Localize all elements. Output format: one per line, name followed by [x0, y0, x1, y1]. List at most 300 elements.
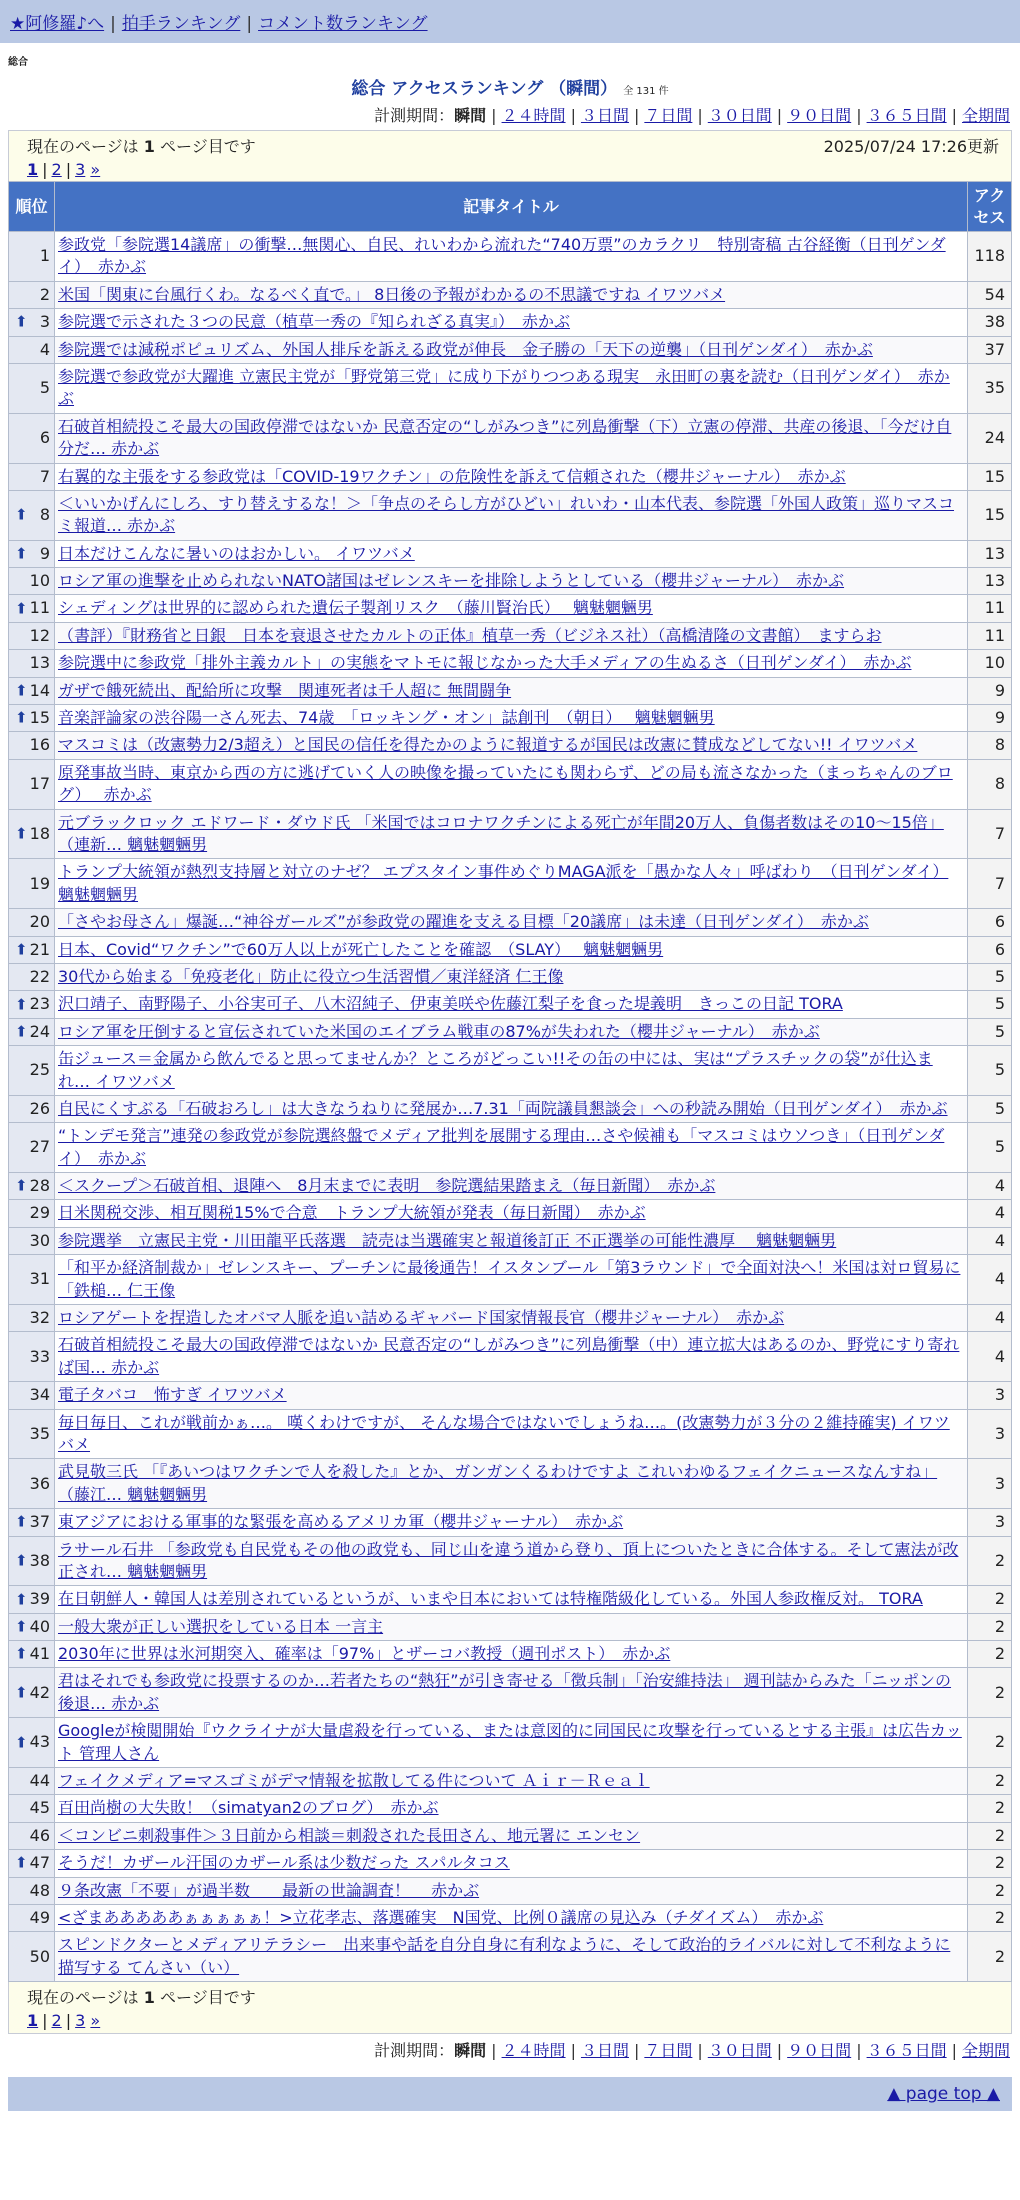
period-link[interactable]: ３６５日間	[866, 2041, 947, 2061]
article-link[interactable]: 日本、Covid“ワクチン”で60万人以上が死亡したことを確認 （SLAY） 魑魅魍魎男	[58, 939, 664, 959]
title-cell	[55, 1200, 968, 1227]
rank-number: 42	[29, 1682, 50, 1702]
nav-separator: |	[110, 14, 116, 34]
access-count: 4	[968, 1227, 1012, 1254]
period-separator: |	[951, 106, 957, 125]
article-link[interactable]: 参院選挙 立憲民主党・川田龍平氏落選 読売は当選確実と報道後訂正 不正選挙の可能性濃厚 魑魅魍魎男	[58, 1230, 837, 1250]
access-count: 35	[968, 363, 1012, 413]
rank-up-arrow-icon: ⬆	[15, 1590, 28, 1608]
article-link[interactable]: ガザで餓死続出、配給所に攻撃 関連死者は千人超に 無間闘争	[58, 680, 512, 700]
table-row	[9, 1768, 1012, 1795]
rank-number: 9	[39, 543, 50, 563]
period-link[interactable]: 全期間	[961, 2041, 1010, 2061]
rank-cell	[9, 1123, 55, 1173]
period-link[interactable]: ３０日間	[707, 2041, 772, 2061]
period-selector	[0, 99, 1020, 130]
article-link[interactable]: ＜いいかげんにしろ、すり替えするな！＞「争点のそらし方がひどい」れいわ・山本代表、参院選「外国人政策」巡りマスコミ報道… 赤かぶ	[58, 493, 955, 536]
table-row	[9, 1255, 1012, 1305]
access-count: 2	[968, 1586, 1012, 1613]
access-header: アクセス	[968, 182, 1012, 232]
access-count: 3	[968, 1409, 1012, 1459]
rank-number: 46	[29, 1825, 50, 1845]
rank-number: 10	[29, 571, 50, 591]
rank-number: 12	[29, 625, 50, 645]
access-count: 7	[968, 809, 1012, 859]
period-link[interactable]: ２４時間	[501, 2041, 566, 2061]
rank-cell	[9, 595, 55, 622]
pagination: 1 | 2 | 3 »	[27, 2011, 101, 2031]
title-cell	[55, 1768, 968, 1795]
title-cell	[55, 759, 968, 809]
table-row	[9, 677, 1012, 704]
rank-number: 13	[29, 653, 50, 673]
table-row	[9, 650, 1012, 677]
article-link[interactable]: 一般大衆が正しい選択をしている日本 一言主	[58, 1616, 384, 1636]
rank-number: 31	[29, 1269, 50, 1289]
table-row	[9, 1795, 1012, 1822]
access-count: 11	[968, 622, 1012, 649]
rank-cell	[9, 705, 55, 732]
title-cell	[55, 540, 968, 567]
access-count: 2	[968, 1877, 1012, 1904]
rank-cell	[9, 463, 55, 490]
rank-number: 30	[29, 1230, 50, 1250]
rank-number: 49	[29, 1908, 50, 1927]
rank-up-arrow-icon: ⬆	[15, 1551, 28, 1570]
period-link[interactable]: ３日間	[580, 106, 629, 125]
title-cell	[55, 1046, 968, 1096]
period-separator: |	[633, 106, 640, 125]
table-row	[9, 490, 1012, 540]
article-link[interactable]: 電子タバコ 怖すぎ イワツバメ	[58, 1385, 287, 1405]
clap-ranking-link[interactable]: 拍手ランキング	[121, 14, 241, 34]
rank-cell	[9, 1822, 55, 1849]
period-separator: |	[856, 2041, 862, 2061]
access-count: 2	[968, 1613, 1012, 1640]
rank-number: 33	[29, 1346, 50, 1366]
rank-cell	[9, 650, 55, 677]
rank-number: 4	[39, 339, 50, 359]
rank-number: 29	[29, 1203, 50, 1223]
table-row	[9, 281, 1012, 308]
title-cell	[55, 859, 968, 909]
rank-number: 50	[29, 1946, 50, 1966]
rank-number: 25	[29, 1060, 50, 1080]
article-link[interactable]: 2030年に世界は氷河期突入、確率は「97%」とザーコバ教授（週刊ポスト） 赤かぶ	[58, 1644, 671, 1664]
rank-number: 39	[29, 1589, 50, 1609]
period-link[interactable]: ９０日間	[787, 2041, 852, 2061]
rank-number: 27	[29, 1137, 50, 1157]
title-cell	[55, 991, 968, 1018]
period-link[interactable]: ３０日間	[707, 106, 772, 125]
table-row	[9, 1877, 1012, 1904]
rank-up-arrow-icon: ⬆	[15, 824, 28, 843]
rank-up-arrow-icon: ⬆	[15, 599, 28, 618]
page-link-2[interactable]: 2	[51, 160, 62, 179]
page-link-1[interactable]: 1	[27, 160, 39, 179]
next-page-link[interactable]: »	[90, 2011, 101, 2031]
rank-number: 17	[29, 774, 50, 793]
title-cell	[55, 1718, 968, 1768]
rank-cell	[9, 1095, 55, 1122]
title-cell	[55, 1795, 968, 1822]
article-link[interactable]: “トンデモ発言”連発の参政党が参院選終盤でメディア批判を展開する理由…さや候補も「マスコミはウソつき」（日刊ゲンダイ） 赤かぶ	[58, 1126, 945, 1168]
access-count: 2	[968, 1822, 1012, 1849]
article-link[interactable]: 武見敬三氏 「『あいつはワクチンで人を殺した』とか、ガンガンくるわけですよ これいわゆるフェイクニュースなんすね」 （藤江… 魑魅魍魎男	[58, 1462, 938, 1504]
rank-cell	[9, 1613, 55, 1640]
rank-number: 20	[29, 912, 50, 932]
table-row	[9, 232, 1012, 282]
article-link[interactable]: 東アジアにおける軍事的な緊張を高めるアメリカ軍（櫻井ジャーナル） 赤かぶ	[58, 1512, 624, 1532]
access-count: 10	[968, 650, 1012, 677]
rank-number: 34	[29, 1385, 50, 1405]
page-link-2[interactable]: 2	[51, 2011, 62, 2031]
rank-number: 32	[29, 1308, 50, 1328]
rank-cell	[9, 309, 55, 336]
table-row	[9, 1932, 1012, 1982]
article-link[interactable]: （書評）『財務省と日銀 日本を衰退させたカルトの正体』植草一秀（ビジネス社）（高橋清隆の文書館） ますらお	[58, 625, 882, 645]
period-link[interactable]: ３６５日間	[866, 106, 947, 125]
access-count: 2	[968, 1795, 1012, 1822]
rank-cell	[9, 936, 55, 963]
rank-cell	[9, 1718, 55, 1768]
rank-number: 6	[39, 427, 50, 447]
table-row	[9, 1018, 1012, 1045]
access-count: 13	[968, 540, 1012, 567]
article-link[interactable]: そうだ！カザール汗国のカザール系は少数だった スパルタコス	[58, 1853, 510, 1873]
article-link[interactable]: 参院選中に参政党「排外主義カルト」の実態をマトモに報じなかった大手メディアの生ぬるさ（日刊ゲンダイ） 赤かぶ	[58, 653, 912, 673]
article-link[interactable]: 参院選で示された３つの民意（植草一秀の『知られざる真実』） 赤かぶ	[58, 312, 571, 332]
article-link[interactable]: フェイクメディア=マスゴミがデマ情報を拡散してる件について Ａｉｒ－Ｒｅａｌ	[58, 1771, 650, 1791]
article-link[interactable]: 自民にくすぶる「石破おろし」は大きなうねりに発展か…7.31「両院議員懇談会」への秒読み開始（日刊ゲンダイ） 赤かぶ	[58, 1098, 948, 1118]
pagination: 1 | 2 | 3 »	[27, 160, 101, 179]
rank-cell	[9, 1255, 55, 1305]
rank-cell	[9, 1850, 55, 1877]
rank-number: 35	[29, 1423, 50, 1443]
article-link[interactable]: 参院選では減税ポピュリズム、外国人排斥を訴える政党が伸長 金子勝の「天下の逆襲」（日刊ゲンダイ） 赤かぶ	[58, 339, 873, 359]
article-link[interactable]: 毎日毎日、これが戦前かぁ…。 嘆くわけですが、 そんな場合ではないでしょうね…。(改憲勢力が３分の２維持確実) イワツバメ	[58, 1412, 950, 1454]
title-cell	[55, 1668, 968, 1718]
rank-number: 26	[29, 1098, 50, 1118]
rank-number: 21	[29, 939, 50, 959]
article-link[interactable]: 米国「関東に台風行くわ。なるべく直で。」 8日後の予報がわかるの不思議ですね イワツバメ	[58, 284, 726, 304]
period-link[interactable]: ９０日間	[787, 106, 852, 125]
page-link-3[interactable]: 3	[75, 160, 86, 179]
article-link[interactable]: 百田尚樹の大失敗！（simatyan2のブログ） 赤かぶ	[58, 1798, 439, 1818]
pager-top	[8, 130, 1012, 181]
rank-cell	[9, 1795, 55, 1822]
page-title-block	[0, 74, 1020, 99]
article-link[interactable]: 在日朝鮮人・韓国人は差別されているというが、いまや日本においては特権階級化している。外国人参政権反対。 TORA	[58, 1589, 923, 1609]
rank-up-arrow-icon: ⬆	[15, 544, 28, 563]
article-link[interactable]: 30代から始まる「免疫老化」防止に役立つ生活習慣／東洋経済 仁王像	[58, 966, 564, 986]
title-cell	[55, 1227, 968, 1254]
article-link[interactable]: Googleが検閲開始『ウクライナが大量虐殺を行っている、または意図的に同国民に攻撃を行っているとする主張』は広告カット 管理人さん	[58, 1721, 962, 1763]
rank-cell	[9, 1332, 55, 1382]
table-row	[9, 1718, 1012, 1768]
access-count: 9	[968, 705, 1012, 732]
title-cell	[55, 1641, 968, 1668]
comment-ranking-link[interactable]: コメント数ランキング	[258, 14, 428, 34]
period-separator: |	[776, 2041, 783, 2061]
rank-cell	[9, 991, 55, 1018]
article-link[interactable]: 石破首相続投こそ最大の国政停滞ではないか 民意否定の“しがみつき”に列島衝撃（下）立憲の停滞、共産の後退、「今だけ自分だ… 赤かぶ	[58, 416, 952, 459]
rank-up-arrow-icon: ⬆	[15, 995, 28, 1014]
rank-cell	[9, 859, 55, 909]
rank-cell	[9, 963, 55, 990]
article-link[interactable]: トランプ大統領が熱烈支持層と対立のナゼ？ エプスタイン事件めぐりMAGA派を「愚かな人々」呼ばわり （日刊ゲンダイ） 魑魅魍魎男	[58, 862, 949, 904]
access-count: 3	[968, 1459, 1012, 1509]
period-separator: |	[570, 2041, 576, 2061]
title-cell	[55, 732, 968, 759]
title-cell	[55, 281, 968, 308]
table-row	[9, 1173, 1012, 1200]
rank-number: 43	[29, 1732, 50, 1752]
rank-cell	[9, 281, 55, 308]
access-count: 13	[968, 568, 1012, 595]
title-cell	[55, 809, 968, 859]
title-header: 記事タイトル	[55, 182, 968, 232]
title-cell	[55, 1877, 968, 1904]
access-count: 2	[968, 1718, 1012, 1768]
page-status: 現在のページは 1 ページ目です	[27, 137, 256, 156]
page-status: 現在のページは 1 ページ目です	[27, 1988, 256, 2008]
article-link[interactable]: 「和平か経済制裁か」ゼレンスキー、プーチンに最後通告！イスタンブール「第3ラウンド」で全面対決へ！米国は対ロ貿易に「鉄槌… 仁王像	[58, 1258, 961, 1300]
table-row	[9, 1123, 1012, 1173]
table-row	[9, 1382, 1012, 1409]
article-link[interactable]: 元ブラックロック エドワード・ダウド氏 「米国ではコロナワクチンによる死亡が年間20万人、負傷者数はその10～15倍」 （連新… 魑魅魍魎男	[58, 812, 944, 854]
rank-cell	[9, 909, 55, 936]
title-cell	[55, 1173, 968, 1200]
access-count: 4	[968, 1332, 1012, 1382]
title-cell	[55, 1332, 968, 1382]
table-row	[9, 363, 1012, 413]
period-link[interactable]: 全期間	[961, 106, 1010, 125]
table-row	[9, 540, 1012, 567]
period-separator: |	[856, 106, 862, 125]
rank-cell	[9, 677, 55, 704]
article-link[interactable]: 原発事故当時、東京から西の方に逃げていく人の映像を撮っていたにも関わらず、どの局も流さなかった（まっちゃんのブログ） 赤かぶ	[58, 762, 953, 805]
table-row	[9, 936, 1012, 963]
table-row	[9, 1668, 1012, 1718]
rank-cell	[9, 568, 55, 595]
access-count: 8	[968, 759, 1012, 809]
rank-number: 18	[29, 823, 50, 843]
table-row	[9, 1227, 1012, 1254]
rank-number: 1	[39, 246, 50, 266]
rank-up-arrow-icon: ⬆	[15, 1617, 28, 1636]
access-count: 9	[968, 677, 1012, 704]
table-row	[9, 909, 1012, 936]
article-link[interactable]: 「さやお母さん」爆誕…“神谷ガールズ”が参政党の躍進を支える目標「20議席」は未達（日刊ゲンダイ） 赤かぶ	[58, 912, 869, 932]
period-link[interactable]: ７日間	[644, 2041, 693, 2061]
next-page-link[interactable]: »	[90, 160, 101, 179]
access-count: 15	[968, 463, 1012, 490]
home-link[interactable]: ★阿修羅♪へ	[10, 14, 105, 34]
article-link[interactable]: ロシア軍の進撃を止められないNATO諸国はゼレンスキーを排除しようとしている（櫻井ジャーナル） 赤かぶ	[58, 571, 845, 591]
table-row	[9, 413, 1012, 463]
section-label: 総合	[8, 57, 28, 68]
access-count: 2	[968, 1932, 1012, 1982]
article-link[interactable]: 参院選で参政党が大躍進 立憲民主党が「野党第三党」に成り下がりつつある現実 永田町の裏を読む（日刊ゲンダイ） 赤かぶ	[58, 366, 950, 409]
rank-number: 15	[29, 708, 50, 728]
article-link[interactable]: 参政党「参院選14議席」の衝撃…無関心、自民、れいわから流れた“740万票”のカラクリ 特別寄稿 古谷経衡（日刊ゲンダイ） 赤かぶ	[58, 235, 946, 277]
rank-cell	[9, 1932, 55, 1982]
footer-bar	[8, 2077, 1012, 2111]
title-cell	[55, 490, 968, 540]
rank-cell	[9, 1668, 55, 1718]
rank-cell	[9, 809, 55, 859]
table-row	[9, 1850, 1012, 1877]
title-cell	[55, 1459, 968, 1509]
article-link[interactable]: 音楽評論家の渋谷陽一さん死去、74歳 「ロッキング・オン」誌創刊 （朝日） 魑魅魍魎男	[58, 708, 715, 728]
rank-up-arrow-icon: ⬆	[15, 1683, 28, 1702]
rank-number: 47	[29, 1853, 50, 1873]
table-row	[9, 1613, 1012, 1640]
article-link[interactable]: 石破首相続投こそ最大の国政停滞ではないか 民意否定の“しがみつき”に列島衝撃（中）連立拡大はあるのか、野党にすり寄れば国… 赤かぶ	[58, 1335, 960, 1377]
rank-up-arrow-icon: ⬆	[15, 1644, 28, 1663]
access-count: 5	[968, 1046, 1012, 1096]
title-cell	[55, 1586, 968, 1613]
period-separator: |	[491, 106, 497, 125]
rank-cell	[9, 732, 55, 759]
title-cell	[55, 677, 968, 704]
access-count: 118	[968, 232, 1012, 282]
rank-number: 23	[29, 994, 50, 1014]
period-separator: |	[776, 106, 783, 125]
access-count: 37	[968, 336, 1012, 363]
access-count: 2	[968, 1905, 1012, 1932]
table-row	[9, 568, 1012, 595]
article-link[interactable]: 沢口靖子、南野陽子、小谷実可子、八木沼純子、伊東美咲や佐藤江梨子を食った堤義明 きっこの日記 TORA	[58, 994, 843, 1014]
rank-cell	[9, 1877, 55, 1904]
access-count: 4	[968, 1200, 1012, 1227]
rank-number: 2	[39, 284, 50, 304]
rank-up-arrow-icon: ⬆	[15, 312, 28, 331]
article-link[interactable]: マスコミは（改憲勢力2/3超え）と国民の信任を得たかのように報道するが国民は改憲に賛成などしてない!! イワツバメ	[58, 735, 918, 755]
rank-cell	[9, 1586, 55, 1613]
period-label: 計測期間：	[374, 106, 455, 125]
rank-cell	[9, 759, 55, 809]
title-cell	[55, 1613, 968, 1640]
access-count: 7	[968, 859, 1012, 909]
period-separator: |	[633, 2041, 640, 2061]
access-count: 5	[968, 1123, 1012, 1173]
rank-number: 5	[39, 378, 50, 398]
article-link[interactable]: スピンドクターとメディアリテラシー 出来事や話を自分自身に有利なように、そして政治的ライバルに対して不利なように描写する てんさい（い）	[58, 1935, 951, 1977]
updated-time: 2025/07/24 17:26更新	[823, 137, 999, 156]
period-link[interactable]: ３日間	[580, 2041, 629, 2061]
access-count: 8	[968, 732, 1012, 759]
article-link[interactable]: 君はそれでも参政党に投票するのか…若者たちの“熱狂”が引き寄せる「徴兵制」「治安維持法」 週刊誌からみた「ニッポンの後退… 赤かぶ	[58, 1671, 952, 1713]
article-link[interactable]: <ざまあああああぁぁぁぁぁ！>立花孝志、落選確実 N国党、比例０議席の見込み（チダイズム） 赤かぶ	[58, 1908, 824, 1927]
page-title: 総合 アクセスランキング （瞬間）	[351, 79, 618, 99]
rank-header: 順位	[9, 182, 55, 232]
rank-up-arrow-icon: ⬆	[15, 1176, 28, 1195]
ranking-table	[8, 181, 1012, 1982]
period-link[interactable]: ２４時間	[501, 106, 566, 125]
title-cell	[55, 1850, 968, 1877]
rank-number: 40	[29, 1616, 50, 1636]
article-link[interactable]: 日本だけこんなに暑いのはおかしい。 イワツバメ	[58, 543, 415, 563]
title-cell	[55, 1905, 968, 1932]
title-cell	[55, 1536, 968, 1586]
rank-cell	[9, 1305, 55, 1332]
title-cell	[55, 1509, 968, 1536]
rank-number: 8	[39, 505, 50, 525]
rank-cell	[9, 1173, 55, 1200]
rank-up-arrow-icon: ⬆	[15, 681, 28, 700]
article-link[interactable]: 缶ジュース＝金属から飲んでると思ってませんか？ところがどっこい!!その缶の中には、実は“プラスチックの袋”が仕込まれ… イワツバメ	[58, 1049, 933, 1091]
table-row	[9, 622, 1012, 649]
access-count: 2	[968, 1641, 1012, 1668]
rank-number: 48	[29, 1880, 50, 1900]
rank-up-arrow-icon: ⬆	[15, 1853, 28, 1872]
rank-cell	[9, 1905, 55, 1932]
rank-cell	[9, 1382, 55, 1409]
table-row	[9, 963, 1012, 990]
period-current: 瞬間	[454, 106, 487, 125]
title-cell	[55, 463, 968, 490]
access-count: 11	[968, 595, 1012, 622]
access-count: 3	[968, 1382, 1012, 1409]
article-link[interactable]: ＜スクープ＞石破首相、退陣へ 8月末までに表明 参院選結果踏まえ（毎日新聞） 赤かぶ	[58, 1176, 716, 1196]
table-row	[9, 759, 1012, 809]
title-cell	[55, 1255, 968, 1305]
article-link[interactable]: シェディングは世界的に認められた遺伝子製剤リスク （藤川賢治氏） 魑魅魍魎男	[58, 598, 653, 618]
access-count: 4	[968, 1255, 1012, 1305]
rank-cell	[9, 1536, 55, 1586]
article-link[interactable]: ロシアゲートを捏造したオバマ人脈を追い詰めるギャバード国家情報長官（櫻井ジャーナル） 赤かぶ	[58, 1308, 785, 1328]
title-cell	[55, 1095, 968, 1122]
page-link-1[interactable]: 1	[27, 2011, 39, 2031]
rank-cell	[9, 490, 55, 540]
pager-bottom	[8, 1982, 1012, 2034]
table-row	[9, 1459, 1012, 1509]
article-link[interactable]: ９条改憲「不要」が過半数 最新の世論調査！ 赤かぶ	[58, 1880, 480, 1900]
access-count: 24	[968, 413, 1012, 463]
title-cell	[55, 1305, 968, 1332]
access-count: 5	[968, 1018, 1012, 1045]
rank-cell	[9, 413, 55, 463]
rank-cell	[9, 1641, 55, 1668]
article-link[interactable]: ラサール石井 「参政党も自民党もその他の政党も、同じ山を違う道から登り、頂上についたときに合体する。そして憲法が改正され… 魑魅魍魎男	[58, 1539, 959, 1581]
period-link[interactable]: ７日間	[644, 106, 693, 125]
article-link[interactable]: 右翼的な主張をする参政党は「COVID-19ワクチン」の危険性を訴えて信頼された（櫻井ジャーナル） 赤かぶ	[58, 466, 846, 486]
title-cell	[55, 232, 968, 282]
table-row	[9, 1509, 1012, 1536]
table-row	[9, 1905, 1012, 1932]
access-count: 2	[968, 1536, 1012, 1586]
rank-number: 45	[29, 1798, 50, 1818]
table-row	[9, 336, 1012, 363]
article-link[interactable]: 日米関税交渉、相互関税15%で合意 トランプ大統領が発表（毎日新聞） 赤かぶ	[58, 1203, 646, 1223]
page-top-link[interactable]: ▲ page top ▲	[887, 2084, 1000, 2105]
rank-number: 36	[29, 1473, 50, 1493]
rank-number: 7	[39, 466, 50, 486]
rank-up-arrow-icon: ⬆	[15, 1022, 28, 1041]
article-link[interactable]: ＜コンビニ刺殺事件＞３日前から相談＝刺殺された長田さん、地元署に エンセン	[58, 1825, 641, 1845]
table-row	[9, 1305, 1012, 1332]
page-link-3[interactable]: 3	[75, 2011, 86, 2031]
title-cell	[55, 1382, 968, 1409]
article-link[interactable]: ロシア軍を圧倒すると宣伝されていた米国のエイブラム戦車の87%が失われた（櫻井ジャーナル） 赤かぶ	[58, 1021, 820, 1041]
access-count: 5	[968, 1095, 1012, 1122]
access-count: 2	[968, 1768, 1012, 1795]
title-cell	[55, 413, 968, 463]
period-separator: |	[697, 2041, 703, 2061]
rank-cell	[9, 622, 55, 649]
